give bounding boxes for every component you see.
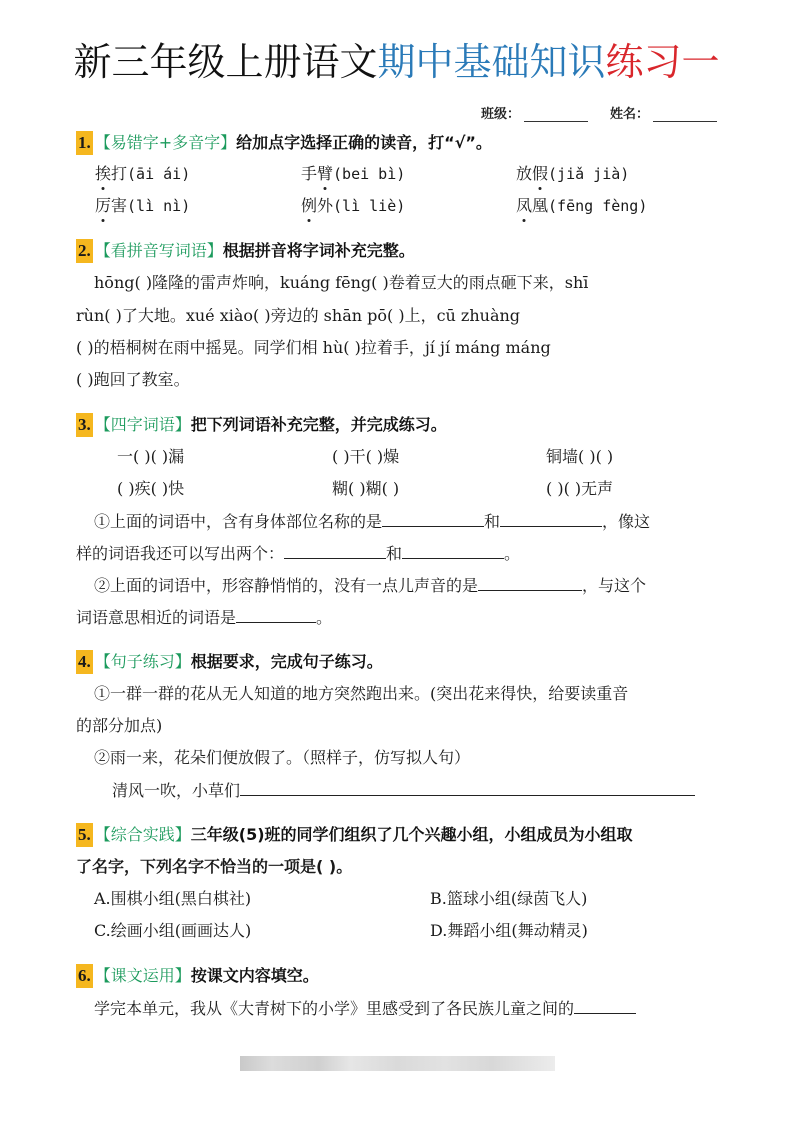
dotted-char: 例 [301,194,317,218]
option-b[interactable]: B.篮球小组(绿茵飞人) [430,889,588,908]
answer-blank[interactable] [500,509,602,527]
question-6-heading [76,964,319,988]
q4-sub1-line2: 的部分加点) [76,716,163,735]
q1-item[interactable] [301,194,405,218]
dotted-char: 臂 [317,162,333,186]
question-tag: 【课文运用】 [94,966,191,985]
q3-sub2-text: 词语意思相近的词语是 [76,608,237,627]
idiom-blank[interactable]: ( )干( )燥 [332,447,400,466]
question-tag: 【易错字+多音字】 [94,133,237,152]
question-number-badge: 4. [76,650,93,674]
student-info [481,103,717,122]
option-d[interactable]: D.舞蹈小组(舞动精灵) [430,921,588,940]
q1-item[interactable] [95,162,190,186]
idiom-blank[interactable]: ( )疾( )快 [117,479,185,498]
dotted-char: 凤 [516,194,532,218]
q1-item[interactable] [516,162,629,186]
pinyin-options: (lì liè) [333,197,406,215]
q3-sub2-line1 [76,573,718,598]
question-instruction: 根据要求，完成句子练习。 [190,652,383,671]
pinyin-options: (fēng fèng) [548,197,648,215]
question-tag: 【看拼音写词语】 [94,241,223,260]
answer-blank[interactable] [236,605,316,623]
char: 凰 [532,196,549,215]
option-c[interactable]: C.绘画小组(画画达人) [94,921,252,940]
answer-blank[interactable] [382,509,484,527]
title-part-topic: 期中基础知识 [377,40,606,84]
char: 外 [317,196,334,215]
q3-sub2-line2 [76,605,718,630]
and-text: 和 [484,512,501,531]
question-tag: 【句子练习】 [94,652,191,671]
question-tag: 【四字词语】 [94,415,191,434]
dotted-char: 厉 [95,194,111,218]
question-5-heading [76,823,718,847]
name-blank[interactable] [653,108,717,122]
pinyin-options: (āi ái) [127,165,191,183]
q2-line[interactable]: rùn( )了大地。xué xiào( )旁边的 shān pō( )上，cū zhuàng [76,306,521,325]
char: 放 [516,164,533,183]
question-instruction: 根据拼音将字词补充完整。 [222,241,415,260]
class-label: 班级： [480,107,520,122]
q3-sub1-text: 样的词语我还可以写出两个： [76,544,285,563]
idiom-blank[interactable]: 一( )( )漏 [117,447,185,466]
question-number-badge: 3. [76,413,93,437]
footer-redacted-bar [240,1056,555,1071]
pinyin-options: (lì nì) [127,197,191,215]
period: 。 [504,544,521,563]
question-instruction: 按课文内容填空。 [190,966,319,985]
name-label: 姓名： [609,107,649,122]
question-4-heading [76,650,383,674]
q1-item[interactable] [95,194,190,218]
idiom-blank[interactable]: 铜墙( )( ) [546,447,614,466]
char: 手 [301,164,318,183]
question-text: 三年级(5)班的同学们组织了几个兴趣小组，小组成员为小组取 [190,825,633,844]
worksheet-title [0,38,793,86]
dotted-char: 假 [532,162,548,186]
answer-blank[interactable] [240,778,695,796]
q3-sub1-line2 [76,541,718,566]
question-number-badge: 6. [76,964,93,988]
answer-blank[interactable] [402,541,504,559]
q2-line[interactable]: hōng( )隆隆的雷声炸响，kuáng fēng( )卷着豆大的雨点砸下来，shī [94,273,589,292]
q4-prompt: 清风一吹，小草们 [112,781,241,800]
q6-text-line [76,996,718,1021]
char: 打 [111,164,128,183]
answer-blank[interactable] [284,541,386,559]
class-blank[interactable] [524,108,588,122]
q6-text: 学完本单元，我从《大青树下的小学》里感受到了各民族儿童之间的 [94,999,575,1018]
q4-sub2-answer-line [76,778,718,803]
q3-sub2-text-end: ，与这个 [582,576,647,595]
q2-line[interactable]: ( )跑回了教室。 [76,370,190,389]
name-field[interactable] [610,103,717,122]
pinyin-options: (jiǎ jià) [548,165,630,183]
q3-sub1-text-end: ，像这 [602,512,651,531]
footer-page-indicator [345,1090,455,1100]
q1-item[interactable] [516,194,647,218]
period: 。 [316,608,333,627]
question-instruction: 给加点字选择正确的读音，打“√”。 [236,133,492,152]
title-part-number: 练习一 [605,40,720,84]
question-2-heading [76,239,415,263]
option-a[interactable]: A.围棋小组(黑白棋社) [94,889,252,908]
q5-text-line2[interactable]: 了名字，下列名字不恰当的一项是( )。 [76,857,353,876]
title-part-grade: 新三年级上册语文 [73,40,378,84]
question-1-heading [76,131,492,155]
and-text: 和 [386,544,403,563]
question-tag: 【综合实践】 [94,825,191,844]
q3-sub1-line1 [76,509,718,534]
answer-blank[interactable] [574,996,636,1014]
idiom-blank[interactable]: ( )( )无声 [546,479,614,498]
char: 害 [111,196,128,215]
dotted-char: 挨 [95,162,111,186]
question-number-badge: 5. [76,823,93,847]
idiom-blank[interactable]: 糊( )糊( ) [332,479,400,498]
q4-sub2: ②雨一来，花朵们便放假了。（照样子，仿写拟人句） [94,748,471,767]
question-3-heading [76,413,447,437]
answer-blank[interactable] [478,573,582,591]
question-number-badge: 2. [76,239,93,263]
q3-sub1-text: ①上面的词语中，含有身体部位名称的是 [94,512,383,531]
question-instruction: 把下列词语补充完整，并完成练习。 [190,415,447,434]
q4-sub1-line1[interactable]: ①一群一群的花从无人知道的地方突然跑出来。(突出花来得快，给要读重音 [94,684,629,703]
q1-item[interactable] [301,162,405,186]
q2-line[interactable]: ( )的梧桐树在雨中摇晃。同学们相 hù( )拉着手，jí jí máng máng [76,338,551,357]
question-number-badge: 1. [76,131,93,155]
class-field[interactable] [481,103,588,122]
q3-sub2-text: ②上面的词语中，形容静悄悄的，没有一点儿声音的是 [94,576,479,595]
pinyin-options: (bei bì) [333,165,406,183]
